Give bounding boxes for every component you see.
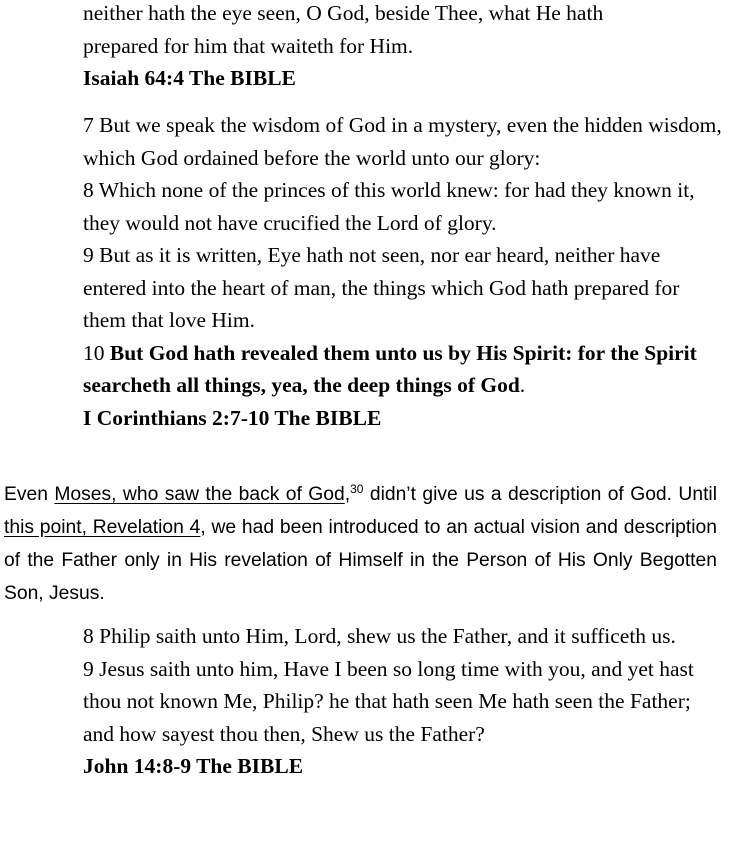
verse-10-period: .	[519, 373, 526, 397]
verse-10-emphasis: But God hath revealed them unto us by His Spirit: for the Spirit searcheth all things, yea, the deep things of God	[83, 340, 697, 397]
commentary-comma: ,	[344, 484, 351, 505]
moses-link[interactable]: Moses, who saw the back of God	[54, 484, 345, 505]
revelation-4-link[interactable]: this point, Revelation 4	[4, 517, 201, 538]
john-verse-9: 9 Jesus saith unto him, Have I been so long time with you, and yet hast thou not known Me, Philip? he that hath seen Me hath seen the Father; and how sayest thou then, Shew us the Father?	[83, 656, 694, 746]
john-verse-8: 8 Philip saith unto Him, Lord, shew us the Father, and it sufficeth us.	[83, 624, 676, 648]
commentary-text-part: Even	[4, 484, 55, 505]
commentary-text	[4, 478, 717, 610]
isaiah-reference: Isaiah 64:4 The BIBLE	[83, 66, 296, 90]
corinthians-verse-9: 9 But as it is written, Eye hath not seen, nor ear heard, neither have entered into the heart of man, the things which God hath prepared for them that love Him.	[83, 243, 680, 332]
footnote-marker[interactable]: 30	[350, 482, 364, 496]
corinthians-reference: I Corinthians 2:7-10 The BIBLE	[83, 405, 382, 430]
john-quote	[83, 620, 723, 783]
corinthians-verse-10	[83, 337, 723, 402]
commentary-paragraph	[4, 478, 717, 610]
isaiah-quote	[83, 0, 723, 95]
isaiah-verse-line-2: prepared for him that waiteth for Him.	[83, 33, 414, 58]
commentary-text-part: , we had been introduced to an actual vision and description of the Father only in His revelation of Himself in the Person of His Only Begotten Son, Jesus.	[4, 517, 717, 604]
commentary-text-part: didn’t give us a description of God. Until	[363, 484, 717, 505]
john-reference: John 14:8-9 The BIBLE	[83, 754, 304, 778]
corinthians-verse-8: 8 Which none of the princes of this world knew: for had they known it, they would not have crucified the Lord of glory.	[83, 178, 695, 235]
corinthians-quote	[83, 109, 723, 434]
corinthians-verse-7: 7 But we speak the wisdom of God in a mystery, even the hidden wisdom, which God ordained before the world unto our glory:	[83, 113, 722, 170]
isaiah-verse-line-1: neither hath the eye seen, O God, beside Thee, what He hath	[83, 1, 604, 25]
verse-10-number: 10	[83, 340, 105, 365]
